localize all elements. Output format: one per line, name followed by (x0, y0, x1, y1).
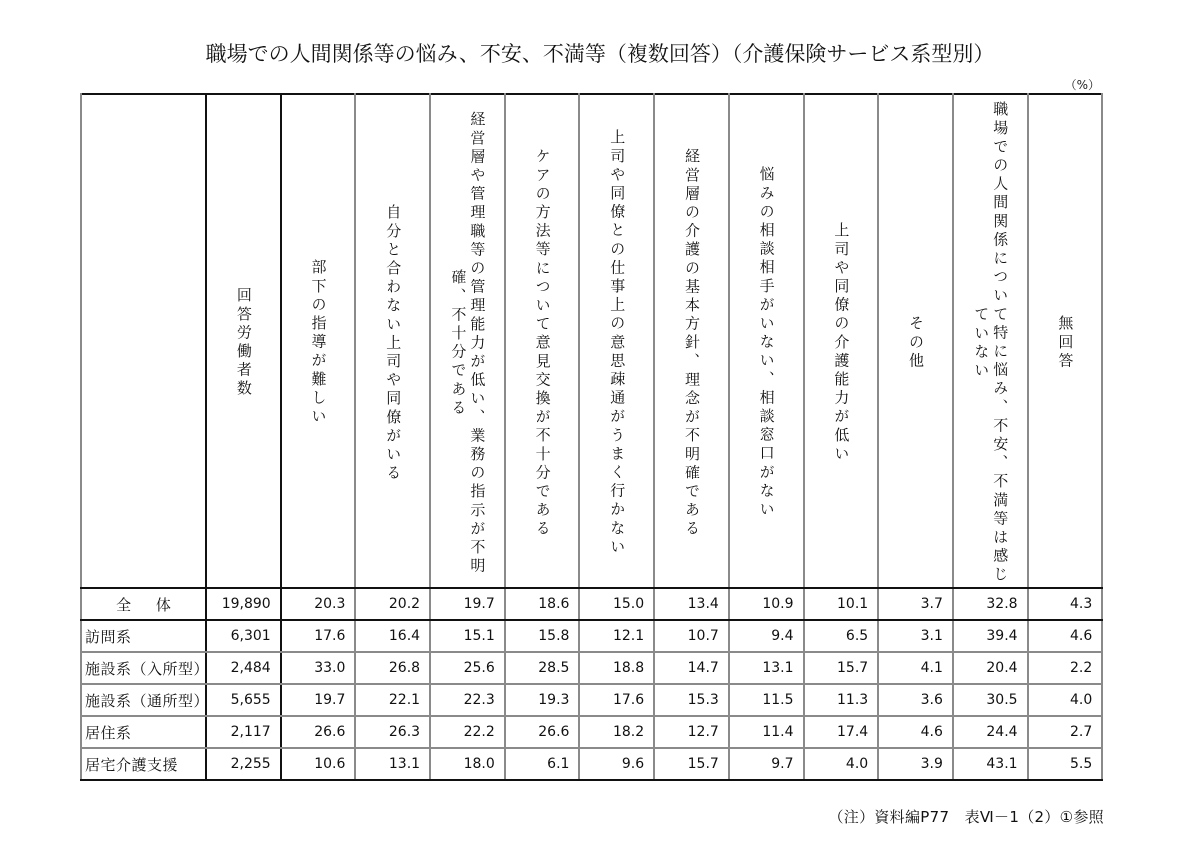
cell: 3.1 (878, 620, 953, 652)
cell: 26.6 (281, 716, 356, 748)
survey-table (80, 93, 1103, 781)
cell: 6.5 (804, 620, 879, 652)
header-col-8 (804, 94, 879, 588)
row-label: 施設系（入所型） (81, 652, 206, 684)
cell: 20.3 (281, 588, 356, 620)
cell: 4.6 (878, 716, 953, 748)
header-row (81, 94, 1102, 588)
cell-respondents: 2,255 (206, 748, 281, 780)
header-col-7 (729, 94, 804, 588)
header-col-9 (878, 94, 953, 588)
header-text: その他 (907, 315, 926, 371)
cell: 15.0 (579, 588, 654, 620)
table-row (81, 684, 1102, 716)
footnote: （注）資料編P77 表Ⅵ－1（2）①参照 (828, 808, 1104, 826)
header-text: 無回答 (1056, 315, 1075, 371)
table-row (81, 748, 1102, 780)
header-col-11 (1028, 94, 1103, 588)
row-label: 訪問系 (81, 620, 206, 652)
header-text: 自分と合わない上司や同僚がいる (384, 203, 403, 483)
cell: 26.8 (355, 652, 430, 684)
cell: 39.4 (953, 620, 1028, 652)
cell: 4.0 (1028, 684, 1103, 716)
cell: 17.6 (281, 620, 356, 652)
cell: 24.4 (953, 716, 1028, 748)
cell: 18.6 (505, 588, 580, 620)
cell-respondents: 19,890 (206, 588, 281, 620)
cell-respondents: 2,117 (206, 716, 281, 748)
header-corner-cell (81, 94, 206, 588)
header-col-4 (505, 94, 580, 588)
header-text: 上司や同僚との仕事上の意思疎通がうまく行かない (608, 129, 627, 557)
cell: 16.4 (355, 620, 430, 652)
cell-respondents: 2,484 (206, 652, 281, 684)
header-col-6 (654, 94, 729, 588)
row-label: 居宅介護支援 (81, 748, 206, 780)
header-col-2 (355, 94, 430, 588)
cell: 32.8 (953, 588, 1028, 620)
cell: 4.0 (804, 748, 879, 780)
cell: 22.1 (355, 684, 430, 716)
header-text: 職場での人間関係について特に悩み、不安、不満等は感じていない (972, 101, 1010, 585)
cell: 4.6 (1028, 620, 1103, 652)
cell: 13.4 (654, 588, 729, 620)
cell: 4.1 (878, 652, 953, 684)
cell: 11.4 (729, 716, 804, 748)
table-row (81, 716, 1102, 748)
cell: 14.7 (654, 652, 729, 684)
cell: 18.0 (430, 748, 505, 780)
unit-label: （%） (1064, 78, 1100, 92)
cell: 19.7 (430, 588, 505, 620)
cell: 26.3 (355, 716, 430, 748)
cell: 22.2 (430, 716, 505, 748)
cell: 5.5 (1028, 748, 1103, 780)
cell: 15.3 (654, 684, 729, 716)
cell: 19.7 (281, 684, 356, 716)
cell: 12.7 (654, 716, 729, 748)
header-col-10 (953, 94, 1028, 588)
cell: 30.5 (953, 684, 1028, 716)
table-row-total (81, 588, 1102, 620)
header-col-3 (430, 94, 505, 588)
cell: 12.1 (579, 620, 654, 652)
cell: 2.2 (1028, 652, 1103, 684)
cell-respondents: 6,301 (206, 620, 281, 652)
table-title: 職場での人間関係等の悩み、不安、不満等（複数回答）（介護保険サービス系型別） (205, 42, 995, 66)
cell: 26.6 (505, 716, 580, 748)
cell: 20.4 (953, 652, 1028, 684)
row-label: 全 体 (81, 588, 206, 620)
table-row (81, 652, 1102, 684)
cell: 3.6 (878, 684, 953, 716)
header-text: 経営層の介護の基本方針、理念が不明確である (682, 147, 701, 539)
cell: 3.9 (878, 748, 953, 780)
header-col-1 (281, 94, 356, 588)
cell: 13.1 (729, 652, 804, 684)
cell: 17.6 (579, 684, 654, 716)
cell: 11.3 (804, 684, 879, 716)
cell: 10.6 (281, 748, 356, 780)
cell: 10.7 (654, 620, 729, 652)
cell: 6.1 (505, 748, 580, 780)
cell: 9.7 (729, 748, 804, 780)
header-col-5 (579, 94, 654, 588)
cell: 33.0 (281, 652, 356, 684)
cell: 4.3 (1028, 588, 1103, 620)
cell: 28.5 (505, 652, 580, 684)
header-text: 部下の指導が難しい (309, 259, 328, 427)
header-text: 上司や同僚の介護能力が低い (832, 222, 851, 464)
cell: 18.2 (579, 716, 654, 748)
cell: 15.8 (505, 620, 580, 652)
cell: 20.2 (355, 588, 430, 620)
header-text: ケアの方法等について意見交換が不十分である (533, 147, 552, 539)
cell: 18.8 (579, 652, 654, 684)
cell: 10.1 (804, 588, 879, 620)
cell: 15.1 (430, 620, 505, 652)
cell: 10.9 (729, 588, 804, 620)
cell: 15.7 (804, 652, 879, 684)
header-text: 経営層や管理職等の管理能力が低い、業務の指示が不明確、不十分である (449, 110, 487, 576)
row-label: 施設系（通所型） (81, 684, 206, 716)
table-row (81, 620, 1102, 652)
cell-respondents: 5,655 (206, 684, 281, 716)
cell: 9.6 (579, 748, 654, 780)
cell: 2.7 (1028, 716, 1103, 748)
cell: 43.1 (953, 748, 1028, 780)
header-text: 悩みの相談相手がいない、相談窓口がない (757, 166, 776, 520)
cell: 17.4 (804, 716, 879, 748)
row-label: 居住系 (81, 716, 206, 748)
cell: 11.5 (729, 684, 804, 716)
cell: 9.4 (729, 620, 804, 652)
cell: 15.7 (654, 748, 729, 780)
header-respondents (206, 94, 281, 588)
cell: 13.1 (355, 748, 430, 780)
cell: 19.3 (505, 684, 580, 716)
cell: 25.6 (430, 652, 505, 684)
header-text: 回答労働者数 (234, 287, 253, 399)
cell: 3.7 (878, 588, 953, 620)
cell: 22.3 (430, 684, 505, 716)
